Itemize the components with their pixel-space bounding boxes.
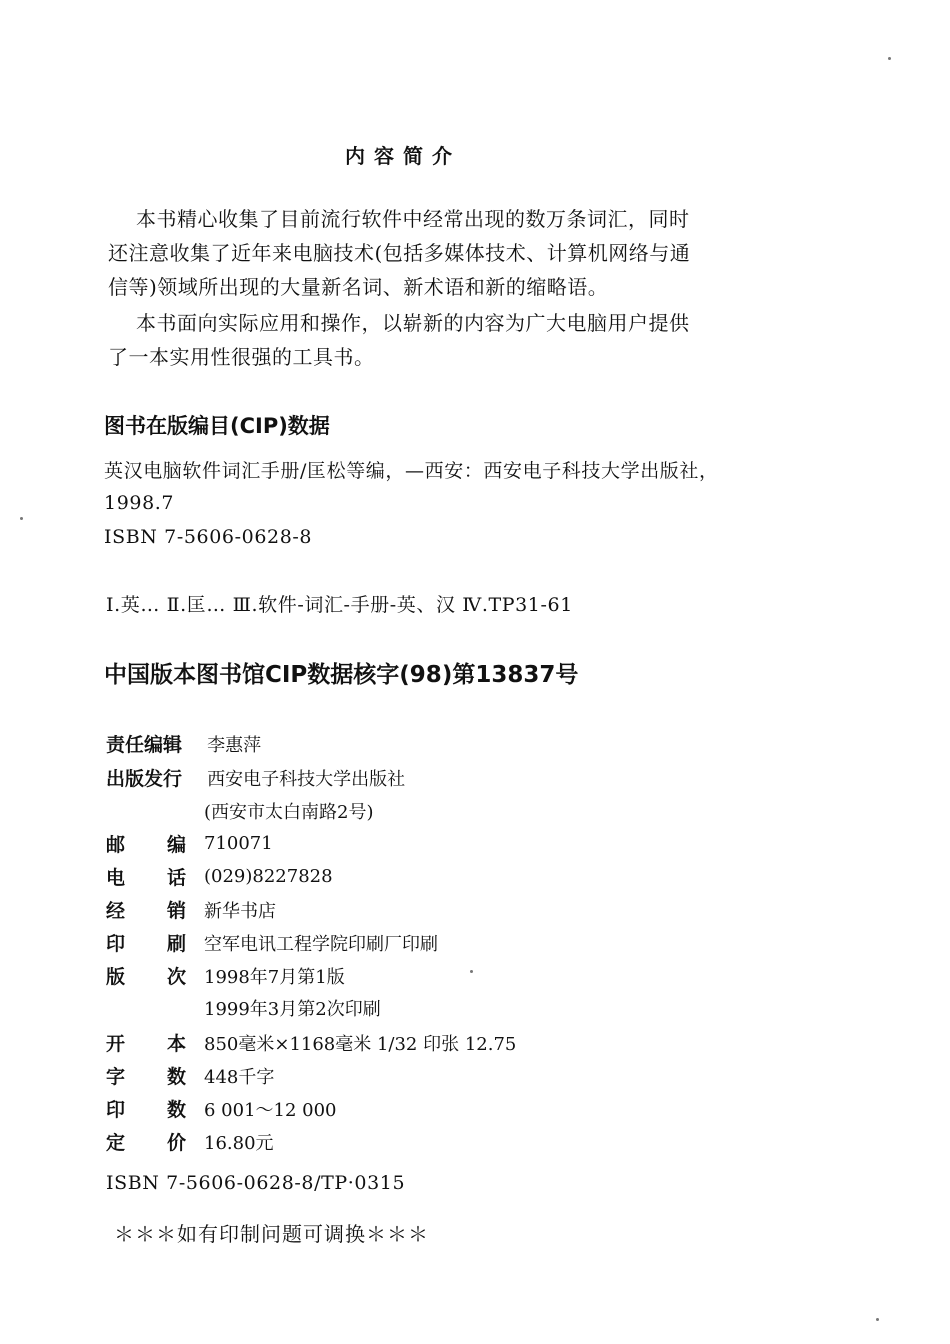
colophon-row-printer: [106, 929, 438, 956]
cip-year-line: 1998.7: [104, 492, 175, 514]
colophon-row-format: [106, 1029, 516, 1056]
colophon-row-publisher: [106, 764, 405, 791]
scan-speck: [888, 57, 891, 60]
scan-speck: [20, 517, 23, 520]
colophon-printing: 1999年3月第2次印刷: [204, 999, 381, 1020]
colophon-label: 经 销: [106, 900, 186, 922]
cip-isbn-line: ISBN 7-5606-0628-8: [104, 526, 313, 548]
colophon-label: 版 次: [106, 966, 186, 988]
scan-speck: [876, 1318, 879, 1321]
colophon-value: 李惠萍: [207, 735, 262, 756]
colophon-label: 邮 编: [106, 834, 186, 856]
summary-line: 本书面向实际应用和操作，以崭新的内容为广大电脑用户提供: [136, 311, 690, 335]
colophon-value: 16.80元: [204, 1132, 274, 1154]
replacement-notice: ＊＊＊如有印制问题可调换＊＊＊: [114, 1222, 429, 1246]
colophon-label: 定 价: [106, 1132, 186, 1154]
colophon-row-postcode: [106, 830, 273, 857]
colophon-publisher-address: (西安市太白南路2号): [204, 802, 374, 823]
colophon-value: (029)8227828: [204, 866, 333, 887]
cip-classification: Ⅰ.英… Ⅱ.匡… Ⅲ.软件-词汇-手册-英、汉 Ⅳ.TP31-61: [106, 594, 573, 616]
colophon-row-price: [106, 1128, 274, 1155]
summary-line: 信等)领域所出现的大量新名词、新术语和新的缩略语。: [108, 275, 609, 299]
summary-line: 了一本实用性很强的工具书。: [108, 345, 375, 369]
colophon-row-editor: [106, 730, 261, 757]
colophon-value: 6 001～12 000: [204, 1099, 337, 1121]
colophon-value: 850毫米×1168毫米 1/32 印张 12.75: [204, 1033, 517, 1055]
scan-speck: [470, 970, 473, 973]
cip-heading: 图书在版编目(CIP)数据: [104, 414, 330, 438]
cip-approval-number: 中国版本图书馆CIP数据核字(98)第13837号: [104, 662, 579, 688]
colophon-label: 印 数: [106, 1099, 186, 1121]
summary-line: 本书精心收集了目前流行软件中经常出现的数万条词汇，同时: [136, 207, 690, 231]
colophon-value: 西安电子科技大学出版社: [207, 769, 406, 790]
colophon-label: 责任编辑: [106, 734, 183, 756]
colophon-row-word-count: [106, 1062, 274, 1089]
summary-line: 还注意收集了近年来电脑技术(包括多媒体技术、计算机网络与通: [108, 241, 691, 265]
colophon-row-phone: [106, 863, 333, 890]
colophon-value: 710071: [204, 833, 273, 854]
colophon-value: 新华书店: [204, 900, 276, 922]
colophon-row-distributor: [106, 896, 276, 923]
colophon-label: 印 刷: [106, 933, 186, 955]
summary-title: 内容简介: [345, 144, 461, 168]
colophon-label: 电 话: [106, 867, 186, 889]
colophon-label: 开 本: [106, 1033, 186, 1055]
colophon-label: 出版发行: [106, 768, 183, 790]
colophon-row-print-run: [106, 1095, 337, 1122]
colophon-label: 字 数: [106, 1066, 186, 1088]
colophon-value: 448千字: [204, 1066, 275, 1088]
isbn-full: ISBN 7-5606-0628-8/TP·0315: [106, 1172, 406, 1194]
cip-bibliographic-line: 英汉电脑软件词汇手册/匡松等编，—西安：西安电子科技大学出版社，: [104, 460, 719, 482]
colophon-value: 空军电讯工程学院印刷厂印刷: [204, 933, 438, 955]
colophon-row-edition: [106, 962, 345, 989]
colophon-value: 1998年7月第1版: [204, 966, 345, 988]
